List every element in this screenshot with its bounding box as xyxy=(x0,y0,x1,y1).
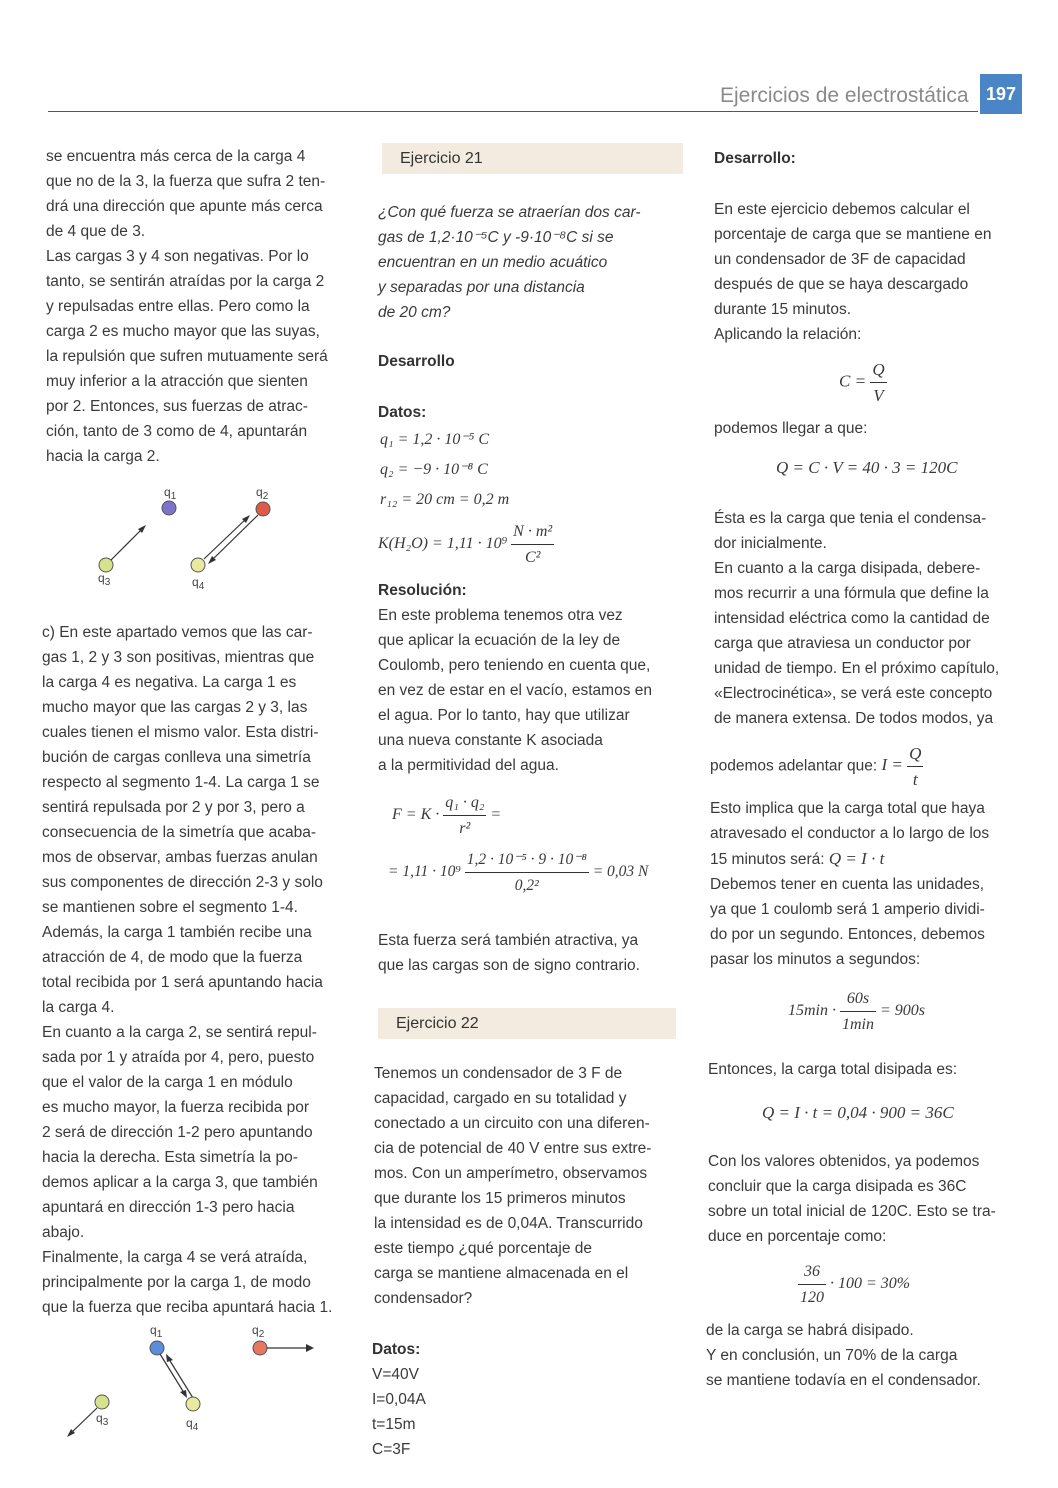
text-line: porcentaje de carga que se mantiene en xyxy=(714,226,992,243)
text-line: en vez de estar en el vacío, estamos en xyxy=(378,682,652,699)
text-line: q₁ = 1,2 · 10⁻⁵ C xyxy=(380,431,490,448)
exercise-22-text xyxy=(374,1061,683,1311)
text-line: ya que 1 coulomb será 1 amperio dividi- xyxy=(710,901,985,918)
resolution-text xyxy=(378,603,683,778)
desarrollo-heading: Desarrollo xyxy=(378,353,455,370)
text-line: cuales tienen el mismo valor. Esta distri- xyxy=(42,724,319,741)
text-line: que las cargas son de signo contrario. xyxy=(378,957,640,974)
text-line: Debemos tener en cuenta las unidades, xyxy=(710,876,985,893)
force-arrow-q3 xyxy=(111,527,144,560)
svg-text:q3: $q_3$ xyxy=(96,1411,109,1428)
text-line: «Electrocinética», se verá este concepto xyxy=(714,685,993,702)
svg-text:q4: $q_4$ xyxy=(186,1416,199,1433)
charge-q2 xyxy=(256,502,270,516)
force-formula: F = K · $\frac{\text{q₁ · q₂}}{\text{r²}}$ = xyxy=(392,790,683,841)
text-line: pasar los minutos a segundos: xyxy=(710,951,921,968)
running-header: Ejercicios de electrostática xyxy=(720,84,969,107)
text-line: mos. Con un amperímetro, observamos xyxy=(374,1165,648,1182)
text-line: r₁₂ = 20 cm = 0,2 m xyxy=(380,491,510,508)
conclusion-21 xyxy=(378,928,683,978)
col1-paragraph-2 xyxy=(42,620,347,1320)
col3-text-5 xyxy=(710,796,1014,846)
text-line: mos recurrir a una fórmula que define la xyxy=(714,585,989,602)
text-line: C=3F xyxy=(372,1441,411,1458)
current-formula-line: podemos adelantar que: I = $\frac{Q}{t}$ xyxy=(710,741,1014,792)
text-line: Esta fuerza será también atractiva, ya xyxy=(378,932,639,949)
datos-22-heading: Datos: xyxy=(372,1341,421,1358)
text-line: 2 será de dirección 1-2 pero apuntando xyxy=(42,1124,313,1141)
charge-q4 xyxy=(186,1397,200,1411)
text-line: que no de la 3, la fuerza que sufra 2 ten- xyxy=(46,173,326,190)
text-line: la intensidad es de 0,04A. Transcurrido xyxy=(374,1215,643,1232)
text-line: Y en conclusión, un 70% de la carga xyxy=(706,1347,958,1364)
charge-q1 xyxy=(162,501,176,515)
charge-q3 xyxy=(95,1395,109,1409)
charge-q3 xyxy=(99,558,113,572)
text-line: En este ejercicio debemos calcular el xyxy=(714,201,970,218)
text-line: gas de 1,2·10⁻⁵C y -9·10⁻⁸C si se xyxy=(378,229,614,246)
header-rule xyxy=(48,111,978,112)
minutes-conversion: 15min · $\frac{60s}{1\min}$ = 900s xyxy=(788,986,1014,1037)
force-arrow-q1 xyxy=(160,1354,186,1396)
column-3 xyxy=(706,146,1014,1393)
col1-paragraph-1 xyxy=(46,144,346,469)
force-arrow-q3 xyxy=(70,1408,97,1434)
text-line: de 4 que de 3. xyxy=(46,223,146,240)
charge-q1 xyxy=(150,1341,164,1355)
text-line: q₂ = −9 · 10⁻⁸ C xyxy=(380,461,488,478)
text-line: muy inferior a la atracción que sienten xyxy=(46,373,308,390)
data-lines xyxy=(380,425,683,515)
force-arrow-q4 xyxy=(167,1356,193,1398)
text-line: respecto al segmento 1-4. La carga 1 se xyxy=(42,774,320,791)
text-line: En este problema tenemos otra vez xyxy=(378,607,623,624)
text-line: capacidad, cargado en su totalidad y xyxy=(374,1090,627,1107)
text-line: gas 1, 2 y 3 son positivas, mientras que xyxy=(42,649,315,666)
text-line: Las cargas 3 y 4 son negativas. Por lo xyxy=(46,248,309,265)
text-line: Tenemos un condensador de 3 F de xyxy=(374,1065,623,1082)
text-line: sus componentes de dirección 2-3 y solo xyxy=(42,874,323,891)
column-2 xyxy=(372,143,683,1462)
capacitance-formula: C = $\frac{Q}{V}$ xyxy=(839,357,1014,408)
data-22-lines xyxy=(372,1362,683,1462)
label-q4: $q_4$ xyxy=(192,575,205,592)
force-result: = 1,11 · 10⁹ $\frac{\text{1,2 · 10⁻⁵ · 9 · 10⁻⁸}}{\text{0,2²}}$ = 0,03 N xyxy=(388,847,683,898)
exercise-21-title: Ejercicio 21 xyxy=(382,143,683,174)
text-line: se mantiene todavía en el condensador. xyxy=(706,1372,981,1389)
col3-text-3 xyxy=(714,506,1014,731)
text-line: hacia la carga 2. xyxy=(46,448,160,465)
text-line: principalmente por la carga 1, de modo xyxy=(42,1274,311,1291)
text-line: dor inicialmente. xyxy=(714,535,827,552)
percentage-formula: $\frac{36}{120}$ · 100 = 30% xyxy=(798,1259,1014,1310)
text-line: sobre un total inicial de 120C. Esto se tra- xyxy=(708,1203,996,1220)
force-arrow-q4 xyxy=(204,517,248,559)
text-line: sentirá repulsada por 2 y por 3, pero a xyxy=(42,799,305,816)
text-line: V=40V xyxy=(372,1366,419,1383)
text-line: se mantienen sobre el segmento 1-4. xyxy=(42,899,298,916)
text-line: c) En este apartado vemos que las car- xyxy=(42,624,313,641)
col3-text-8 xyxy=(708,1149,1014,1249)
svg-text:q2: $q_2$ xyxy=(252,1323,265,1340)
figure-charges-b xyxy=(80,478,300,598)
text-line: bución de cargas conlleva una simetría xyxy=(42,749,311,766)
text-line: apuntará en dirección 1-3 pero hacia xyxy=(42,1199,295,1216)
text-line: ción, tanto de 3 como de 4, apuntarán xyxy=(46,423,308,440)
text-line: que aplicar la ecuación de la ley de xyxy=(378,632,621,649)
text-line: atravesado el conductor a lo largo de los xyxy=(710,825,990,842)
text-line: carga que atraviesa un conductor por xyxy=(714,635,971,652)
text-line: hacia la derecha. Esta simetría la po- xyxy=(42,1149,298,1166)
text-line: encuentran en un medio acuático xyxy=(378,254,608,271)
exercise-21-question xyxy=(378,200,683,325)
text-line: una nueva constante K asociada xyxy=(378,732,603,749)
text-line: carga se mantiene almacenada en el xyxy=(374,1265,629,1282)
text-line: tanto, se sentirán atraídas por la carga 2 xyxy=(46,273,325,290)
text-line: la carga 4. xyxy=(42,999,115,1016)
text-line: durante 15 minutos. xyxy=(714,301,852,318)
text-line: un condensador de 3F de capacidad xyxy=(714,251,966,268)
column-1-cont xyxy=(42,620,347,1320)
text-line: unidad de tiempo. En el próximo capítulo, xyxy=(714,660,1000,677)
force-arrow-q2 xyxy=(210,515,258,562)
text-line: do por un segundo. Entonces, debemos xyxy=(710,926,985,943)
col3-text-5b: 15 minutos será: Q = I · t xyxy=(710,849,885,868)
dissipated-equation: Q = I · t = 0,04 · 900 = 36C xyxy=(762,1103,954,1122)
text-line: y separadas por una distancia xyxy=(378,279,585,296)
text-line: que la fuerza que reciba apuntará hacia 1. xyxy=(42,1299,333,1316)
text-line: abajo. xyxy=(42,1224,85,1241)
text-line: conectado a un circuito con una diferen- xyxy=(374,1115,650,1132)
text-line: drá una dirección que apunte más cerca xyxy=(46,198,323,215)
charge-q4 xyxy=(191,558,205,572)
col3-text-7: Entonces, la carga total disipada es: xyxy=(708,1061,958,1078)
text-line: Esto implica que la carga total que haya xyxy=(710,800,985,817)
text-line: de manera extensa. De todos modos, ya xyxy=(714,710,994,727)
text-line: de la carga se habrá disipado. xyxy=(706,1322,914,1339)
col3-text-9 xyxy=(706,1318,1014,1393)
svg-text:q1: $q_1$ xyxy=(150,1323,163,1340)
datos-heading: Datos: xyxy=(378,404,427,421)
col3-text-6 xyxy=(710,872,1014,972)
text-line: t=15m xyxy=(372,1416,416,1433)
text-line: concluir que la carga disipada es 36C xyxy=(708,1178,967,1195)
charge-q2 xyxy=(253,1341,267,1355)
text-line: el agua. Por lo tanto, hay que utilizar xyxy=(378,707,630,724)
text-line: Además, la carga 1 también recibe una xyxy=(42,924,312,941)
desarrollo-22-heading: Desarrollo: xyxy=(714,150,796,167)
text-line: que durante los 15 primeros minutos xyxy=(374,1190,626,1207)
text-line: cia de potencial de 40 V entre sus extre- xyxy=(374,1140,652,1157)
text-line: carga 2 es mucho mayor que las suyas, xyxy=(46,323,320,340)
text-line: Con los valores obtenidos, ya podemos xyxy=(708,1153,980,1170)
col3-text-1 xyxy=(714,197,1014,347)
text-line: En cuanto a la carga disipada, debere- xyxy=(714,560,981,577)
label-q1: $q_1$ xyxy=(164,485,177,502)
text-line: es mucho mayor, la fuerza recibida por xyxy=(42,1099,310,1116)
text-line: Finalmente, la carga 4 se verá atraída, xyxy=(42,1249,308,1266)
page-number: 197 xyxy=(980,74,1022,114)
text-line: mucho mayor que las cargas 2 y 3, las xyxy=(42,699,308,716)
text-line: intensidad eléctrica como la cantidad de xyxy=(714,610,990,627)
text-line: duce en porcentaje como: xyxy=(708,1228,887,1245)
text-line: En cuanto a la carga 2, se sentirá repul- xyxy=(42,1024,317,1041)
col3-text-2: podemos llegar a que: xyxy=(714,420,868,437)
text-line: la carga 4 es negativa. La carga 1 es xyxy=(42,674,297,691)
text-line: la repulsión que sufren mutuamente será xyxy=(46,348,328,365)
charge-equation: Q = C · V = 40 · 3 = 120C xyxy=(776,458,958,477)
text-line: consecuencia de la simetría que acaba- xyxy=(42,824,316,841)
text-line: este tiempo ¿qué porcentaje de xyxy=(374,1240,592,1257)
exercise-22-title: Ejercicio 22 xyxy=(378,1008,676,1039)
text-line: y repulsadas entre ellas. Pero como la xyxy=(46,298,310,315)
text-line: demos aplicar a la carga 3, que también xyxy=(42,1174,318,1191)
text-line: atracción de 4, de modo que la fuerza xyxy=(42,949,303,966)
label-q2: $q_2$ xyxy=(256,485,269,502)
text-line: de 20 cm? xyxy=(378,304,451,321)
text-line: que el valor de la carga 1 en módulo xyxy=(42,1074,293,1091)
text-line: Coulomb, pero teniendo en cuenta que, xyxy=(378,657,651,674)
text-line: total recibida por 1 será apuntando hacia xyxy=(42,974,323,991)
text-line: Aplicando la relación: xyxy=(714,326,862,343)
text-line: condensador? xyxy=(374,1290,473,1307)
label-q3: $q_3$ xyxy=(98,571,111,588)
text-line: por 2. Entonces, sus fuerzas de atrac- xyxy=(46,398,308,415)
text-line: ¿Con qué fuerza se atraerían dos car- xyxy=(378,204,641,221)
k-constant: K(H₂O) = 1,11 · 10⁹ $\frac{\text{N · m²}}{\text{C²}}$ xyxy=(378,519,683,570)
text-line: Ésta es la carga que tenia el condensa- xyxy=(714,510,987,527)
text-line: sada por 1 y atraída por 4, pero, puesto xyxy=(42,1049,315,1066)
text-line: después de que se haya descargado xyxy=(714,276,969,293)
column-1 xyxy=(46,144,346,469)
text-line: a la permitividad del agua. xyxy=(378,757,559,774)
text-line: se encuentra más cerca de la carga 4 xyxy=(46,148,306,165)
text-line: mos de observar, ambas fuerzas anulan xyxy=(42,849,318,866)
figure-charges-c xyxy=(60,1318,320,1448)
resolucion-heading: Resolución: xyxy=(378,582,467,599)
text-line: I=0,04A xyxy=(372,1391,426,1408)
